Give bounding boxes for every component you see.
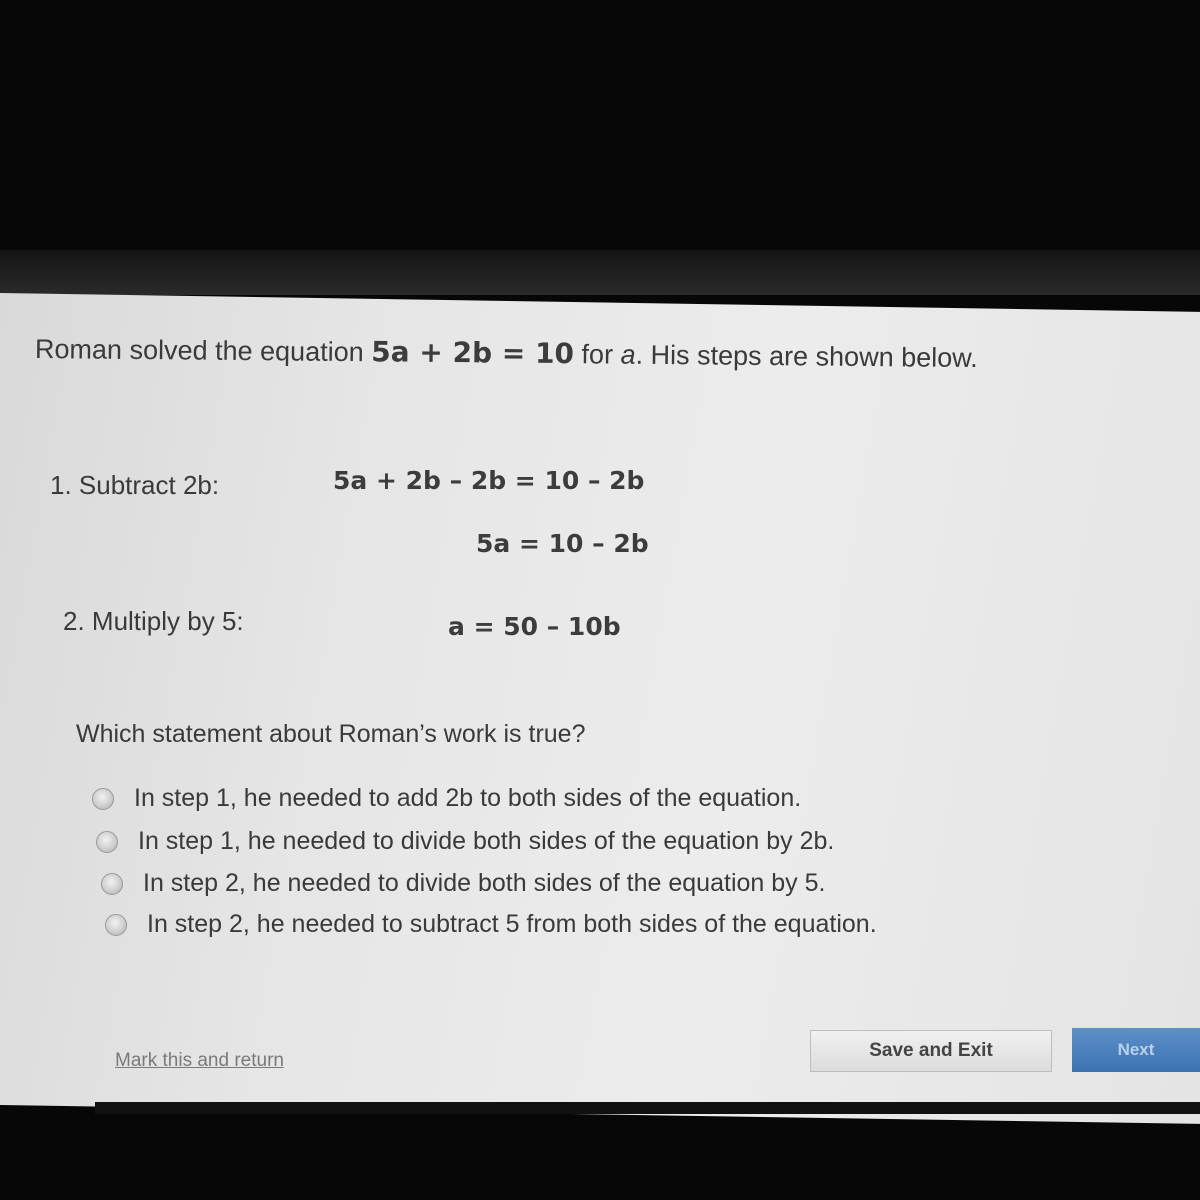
question-for: for xyxy=(581,339,614,370)
monitor-bezel xyxy=(0,250,1200,295)
mark-and-return-link[interactable]: Mark this and return xyxy=(115,1050,284,1071)
step-2-line-1: a = 50 – 10b xyxy=(448,612,621,641)
radio-button[interactable] xyxy=(96,831,118,853)
answer-option-4[interactable] xyxy=(105,910,877,939)
next-button[interactable]: Next xyxy=(1072,1028,1200,1072)
answer-option-label: In step 2, he needed to subtract 5 from both sides of the equation. xyxy=(147,910,877,938)
step-1-line-2: 5a = 10 – 2b xyxy=(476,529,649,558)
radio-button[interactable] xyxy=(101,873,123,895)
answer-option-3[interactable] xyxy=(101,869,825,898)
answer-option-1[interactable] xyxy=(92,784,801,813)
monitor-bottom-bezel xyxy=(95,1102,1200,1114)
question-prompt: Which statement about Roman’s work is true? xyxy=(76,720,586,748)
save-and-exit-button[interactable]: Save and Exit xyxy=(810,1030,1052,1072)
answer-option-label: In step 1, he needed to add 2b to both sides of the equation. xyxy=(134,784,802,812)
answer-option-2[interactable] xyxy=(96,827,834,856)
question-equation: 5a + 2b = 10 xyxy=(371,335,575,371)
step-1-line-1: 5a + 2b – 2b = 10 – 2b xyxy=(333,466,645,495)
step-2-label: 2. Multiply by 5: xyxy=(63,606,244,636)
radio-button[interactable] xyxy=(105,914,127,936)
question-intro-suffix: . His steps are shown below. xyxy=(635,339,978,374)
question-variable: a xyxy=(620,339,636,370)
radio-button[interactable] xyxy=(92,788,114,810)
step-1-label: 1. Subtract 2b: xyxy=(50,470,220,500)
quiz-screen xyxy=(0,293,1200,1124)
question-intro-prefix: Roman solved the equation xyxy=(34,334,364,368)
answer-option-label: In step 1, he needed to divide both sides of the equation by 2b. xyxy=(138,827,835,855)
answer-option-label: In step 2, he needed to divide both sides of the equation by 5. xyxy=(143,869,826,897)
